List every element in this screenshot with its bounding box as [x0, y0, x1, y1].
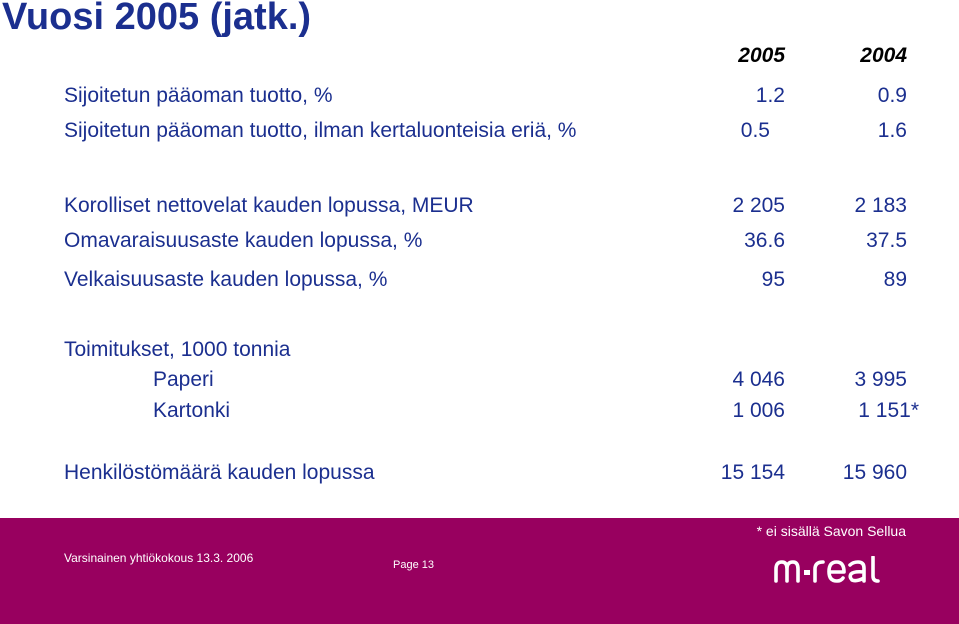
value-2004: 3 995	[854, 368, 907, 391]
value-2005: 4 046	[732, 368, 785, 391]
row-label: Henkilöstömäärä kauden lopussa	[64, 461, 375, 484]
footer-bar	[0, 518, 959, 624]
row-label: Korolliset nettovelat kauden lopussa, MEUR	[64, 194, 474, 217]
table-row	[0, 229, 959, 257]
value-2005: 0.5	[740, 119, 770, 142]
value-2004: 0.9	[877, 84, 907, 107]
value-2004: 1.6	[877, 119, 907, 142]
row-label: Velkaisuusaste kauden lopussa, %	[64, 268, 388, 291]
value-2005: 36.6	[744, 229, 785, 252]
table-row	[0, 461, 959, 489]
table-row	[0, 338, 959, 366]
value-2004: 2 183	[854, 194, 907, 217]
value-2004: 37.5	[866, 229, 907, 252]
value-2004: 1 151*	[858, 399, 919, 422]
value-2005: 15 154	[720, 461, 785, 484]
table-row	[0, 368, 959, 396]
footnote: * ei sisällä Savon Sellua	[756, 523, 906, 539]
table-row	[0, 268, 959, 296]
event-label: Varsinainen yhtiökokous 13.3. 2006	[64, 551, 254, 565]
row-label: Paperi	[153, 368, 214, 391]
value-2004: 89	[883, 268, 907, 291]
value-2005: 2 205	[732, 194, 785, 217]
m-real-logo	[770, 556, 902, 586]
value-2004: 15 960	[842, 461, 907, 484]
year-2004-header: 2004	[860, 44, 907, 67]
table-row	[0, 399, 959, 427]
row-label: Toimitukset, 1000 tonnia	[64, 338, 291, 361]
table-row	[0, 194, 959, 222]
row-label: Kartonki	[153, 399, 231, 422]
row-label: Omavaraisuusaste kauden lopussa, %	[64, 229, 423, 252]
slide-title: Vuosi 2005 (jatk.)	[2, 0, 312, 38]
table-row	[0, 119, 959, 147]
value-2005: 1.2	[755, 84, 785, 107]
table-row	[0, 84, 959, 112]
row-label: Sijoitetun pääoman tuotto, %	[64, 84, 333, 107]
value-2005: 95	[761, 268, 785, 291]
year-2005-header: 2005	[738, 44, 785, 67]
row-label: Sijoitetun pääoman tuotto, ilman kertaluonteisia eriä, %	[64, 119, 577, 142]
page-number: Page 13	[393, 559, 434, 571]
value-2005: 1 006	[732, 399, 785, 422]
